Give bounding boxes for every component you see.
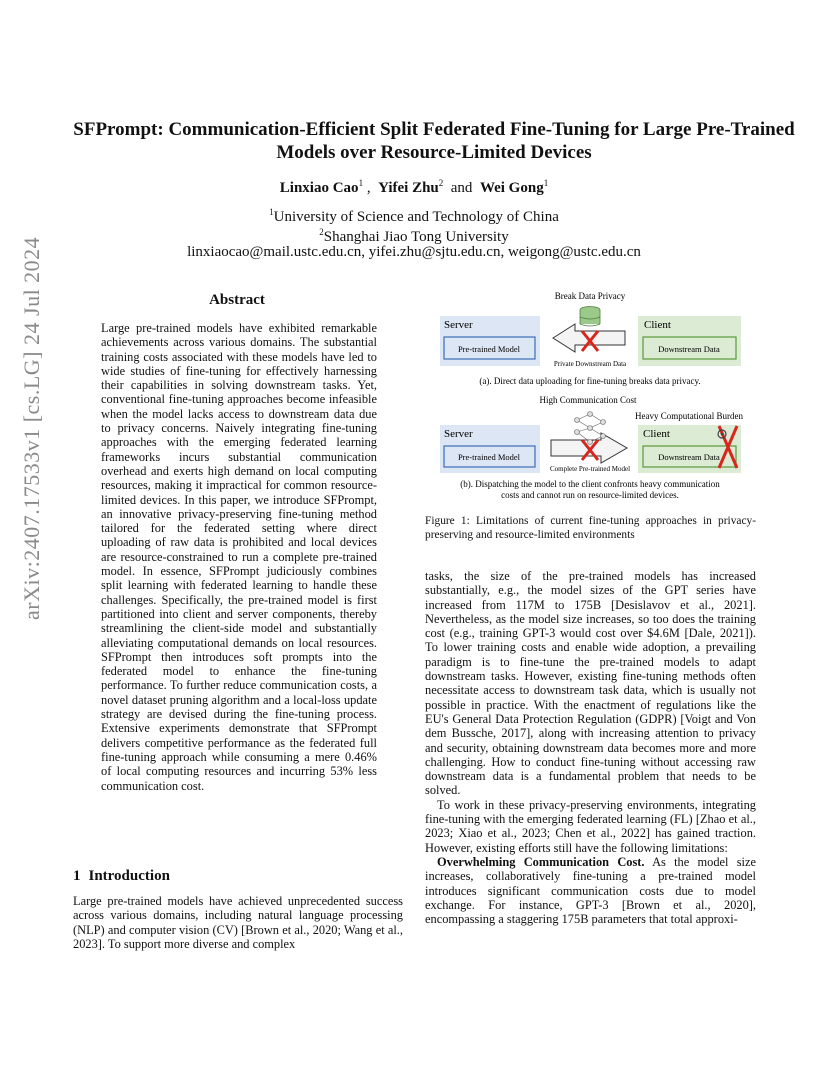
intro-left-text: Large pre-trained models have achieved unprecedented success across various domains, including natural language processing (NLP) and computer vision (CV) [Brown et al., 2020; Wang et al., 2023]. To support more diverse and complex bbox=[73, 894, 403, 951]
affil-text: University of Science and Technology of China bbox=[273, 209, 559, 225]
fig-a-caption: (a). Direct data uploading for fine-tuning breaks data privacy. bbox=[479, 376, 701, 386]
fig-b-server-box-label: Pre-trained Model bbox=[457, 452, 521, 462]
fig-a-client-box-label: Downstream Data bbox=[658, 344, 720, 354]
author-emails: linxiaocao@mail.ustc.edu.cn, yifei.zhu@sjtu.edu.cn, weigong@ustc.edu.cn bbox=[187, 244, 641, 260]
section-title: Introduction bbox=[88, 868, 170, 884]
fig-b-top-label: High Communication Cost bbox=[539, 395, 637, 405]
fig-a-client-label: Client bbox=[644, 319, 671, 331]
fig-b-burden-label: Heavy Computational Burden bbox=[635, 411, 743, 421]
paragraph-body: As the model size increases, collaboratively fine-tuning a pre-trained model introduces significant communication costs due to model exchange. For instance, GPT-3 [Brown et al., 2020], encompassing a staggering 175B parameters that total approxi- bbox=[425, 854, 756, 927]
intro-right-text bbox=[425, 569, 756, 926]
paragraph: tasks, the size of the pre-trained models has increased substantially, e.g., the model sizes of the GPT series have increased from 117M to 175B [Desislavov et al., 2021]. Nevertheless, as the model size increases, so too does the training cost (e.g., training GPT-3 would cost over $4.6M [Dale, 2021]). To lower training costs and enable wide adoption, a prevailing paradigm is to fine-tune the pre-trained models to adapt downstream tasks. However, existing fine-tuning methods often necessitate access to downstream task data, which is usually not possible in practice. With the enactment of regulations like the EU's General Data Protection Regulation (GDPR) [Voigt and Von dem Bussche, 2017], along with increasing attention to privacy and security, obtaining downstream data becomes more and more challenging. How to conduct fine-tuning without accessing raw downstream data is a fundamental problem that needs to be solved. bbox=[425, 569, 756, 798]
author-name: Yifei Zhu bbox=[378, 180, 439, 196]
section-number: 1 bbox=[73, 868, 81, 884]
paper-title: SFPrompt: Communication-Efficient Split Federated Fine-Tuning for Large Pre-Trained Models over Resource-Limited Devices bbox=[73, 119, 795, 163]
abstract-heading: Abstract bbox=[209, 292, 265, 308]
figure-caption: Figure 1: Limitations of current fine-tuning approaches in privacy-preserving and resource-limited environments bbox=[425, 515, 756, 541]
fig-b-client-label: Client bbox=[643, 428, 670, 440]
paragraph: To work in these privacy-preserving environments, integrating fine-tuning with the emerging federated learning (FL) [Zhao et al., 2023; Xiao et al., 2023; Chen et al., 2022] has gained traction. However, existing efforts still have the following limitations: bbox=[425, 797, 756, 855]
fig-b-caption-line2: costs and cannot run on resource-limited devices. bbox=[501, 490, 679, 500]
fig-a-server-label: Server bbox=[444, 319, 473, 331]
author-separator: and bbox=[450, 180, 473, 196]
figure-1 bbox=[425, 288, 756, 503]
arxiv-stamp: arXiv:2407.17533v1 [cs.LG] 24 Jul 2024 bbox=[19, 236, 44, 620]
fig-a-server-box-label: Pre-trained Model bbox=[457, 344, 521, 354]
author-separator: , bbox=[366, 180, 371, 196]
abstract-text: Large pre-trained models have exhibited remarkable achievements across various domains. The substantial training costs associated with these models have led to wide studies of fine-tuning for effectively harnessing their capabilities in solving downstream tasks. Yet, conventional fine-tuning approaches become infeasible when the model lacks access to downstream data due to privacy concerns. Naively integrating fine-tuning approaches with the emerging federated learning frameworks incurs substantial communication overhead and exerts high demand on local computing resources, making it impractical for common resource-limited devices. In this paper, we introduce SFPrompt, an innovative privacy-preserving fine-tuning method tailored for the federated setting where direct uploading of raw data is prohibited and local devices are resource-constrained to run a complete pre-trained model. In essence, SFPrompt judiciously combines split learning with federated learning to handle these challenges. Specifically, the pre-trained model is first partitioned into client and server components, thereby streamlining the client-side model and substantially alleviating computational demands on local resources. SFPrompt then introduces soft prompts into the federated model to enhance the fine-tuning performance. To further reduce communication costs, a novel dataset pruning algorithm and a local-loss update strategy are devised during the fine-tuning process. Extensive experiments demonstrate that SFPrompt delivers competitive performance as the federated full fine-tuning approach while consuming a mere 0.46% of local computing resources and incurring 53% less communication cost. bbox=[101, 321, 377, 793]
fig-a-arrow-label: Private Downstream Data bbox=[553, 360, 627, 368]
fig-a-top-label: Break Data Privacy bbox=[554, 291, 626, 301]
author-sup: 2 bbox=[438, 178, 444, 188]
database-icon bbox=[580, 307, 600, 327]
paragraph bbox=[425, 855, 756, 926]
affil-text: Shanghai Jiao Tong University bbox=[323, 229, 509, 245]
author-name: Wei Gong bbox=[479, 180, 544, 196]
paragraph-lead: Overwhelming Communication Cost. bbox=[437, 854, 645, 869]
author-name: Linxiao Cao bbox=[279, 180, 359, 196]
affil-sup: 2 bbox=[319, 227, 324, 237]
section-heading bbox=[73, 868, 170, 885]
author-sup: 1 bbox=[358, 178, 364, 188]
fig-b-server-label: Server bbox=[444, 428, 473, 440]
author-list bbox=[0, 178, 828, 197]
affil-sup: 1 bbox=[269, 207, 274, 217]
fig-b-arrow-label: Complete Pre-trained Model bbox=[549, 465, 631, 473]
author-sup: 1 bbox=[543, 178, 549, 188]
fig-b-caption-line1: (b). Dispatching the model to the client confronts heavy communication bbox=[460, 479, 720, 489]
fig-b-client-box-label: Downstream Data bbox=[658, 452, 720, 462]
